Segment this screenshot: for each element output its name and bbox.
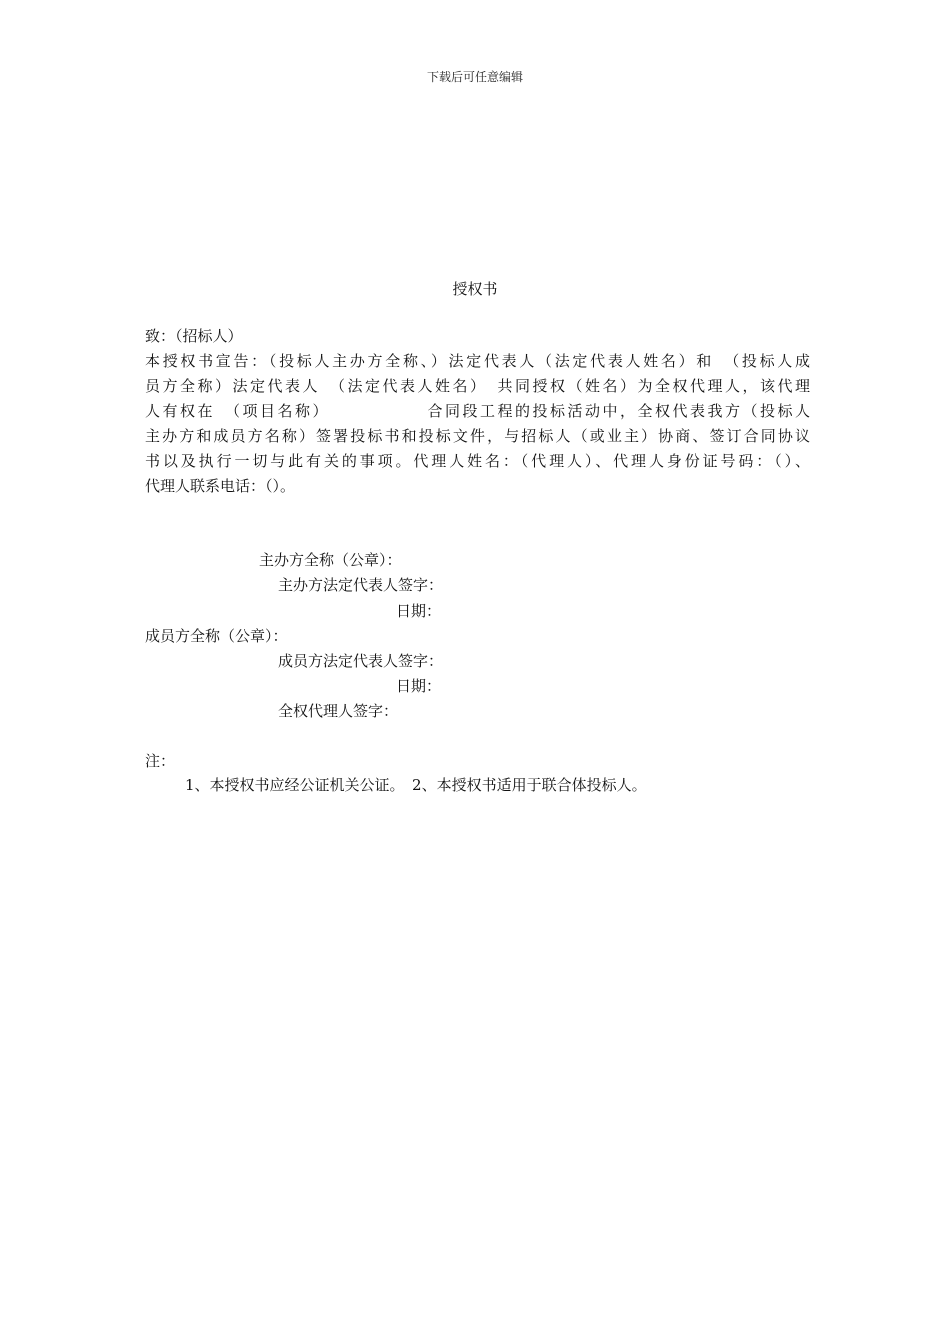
notes-label: 注： xyxy=(145,752,176,770)
body-line: 员方全称）法定代表人 （法定代表人姓名） 共同授权（姓名）为全权代理人，该代理 xyxy=(145,377,810,395)
lead-party-name-line: 主办方全称（公章）： xyxy=(259,551,402,569)
lead-date-line: 日期： xyxy=(396,602,442,620)
member-party-name-line: 成员方全称（公章）： xyxy=(145,627,288,645)
body-line: 书以及执行一切与此有关的事项。代理人姓名：（代理人）、代理人身份证号码：（）、 xyxy=(145,452,810,470)
authorization-body xyxy=(145,349,810,499)
member-date-line: 日期： xyxy=(396,677,442,695)
member-representative-signature-line: 成员方法定代表人签字： xyxy=(278,652,444,670)
lead-representative-signature-line: 主办方法定代表人签字： xyxy=(278,576,444,594)
body-line: 代理人联系电话：（）。 xyxy=(145,477,296,495)
document-title: 授权书 xyxy=(452,280,498,298)
body-line: 人有权在 （项目名称） 合同段工程的投标活动中，全权代表我方（投标人 xyxy=(145,402,810,420)
agent-signature-line: 全权代理人签字： xyxy=(278,702,399,720)
body-line: 主办方和成员方名称）签署投标书和投标文件，与招标人（或业主）协商、签订合同协议 xyxy=(145,427,810,445)
header-note: 下载后可任意编辑 xyxy=(426,70,523,84)
addressee: 致：（招标人） xyxy=(145,327,243,345)
notes-text: 1、本授权书应经公证机关公证。 2、本授权书适用于联合体投标人。 xyxy=(185,776,647,794)
body-line: 本授权书宣告：（投标人主办方全称、）法定代表人（法定代表人姓名）和 （投标人成 xyxy=(145,352,810,370)
